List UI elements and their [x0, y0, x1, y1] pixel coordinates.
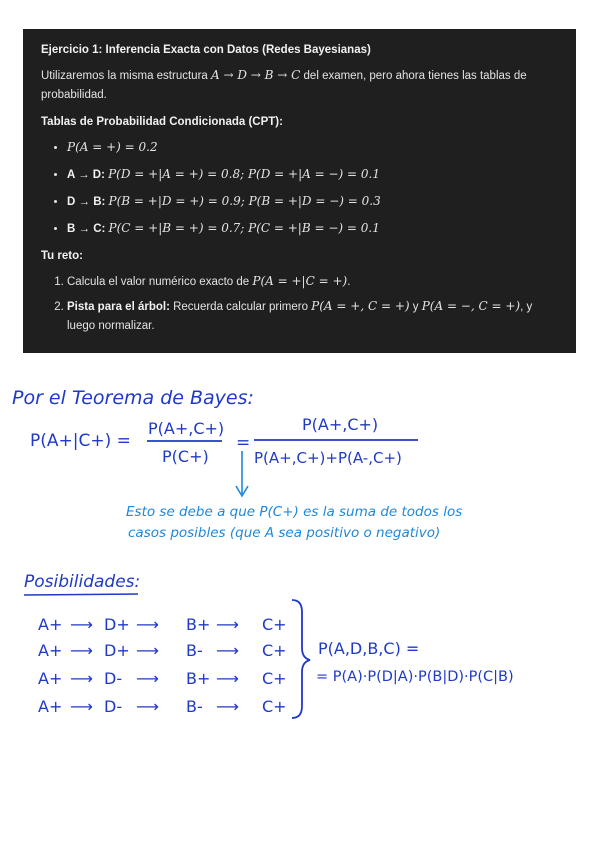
cpt-formula: P(C = +|B = +) = 0.7; P(C = +|B = −) = 0.1 — [108, 221, 380, 235]
path-node: A+ — [38, 641, 63, 660]
possibilities-underline — [24, 594, 138, 595]
path-node: A+ — [38, 615, 63, 634]
arrow-icon: ⟶ — [216, 615, 239, 634]
step2-formula-1: P(A = +, C = +) — [311, 299, 410, 313]
arrow-icon: ⟶ — [136, 697, 159, 716]
cpt-label: B → C: — [67, 223, 106, 235]
remark-line-1: Esto se debe a que P(C+) es la suma de todos los — [126, 504, 463, 520]
remark-line-2: casos posibles (que A sea positivo o negativo) — [128, 525, 441, 541]
cpt-formula: P(B = +|D = +) = 0.9; P(B = +|D = −) = 0.3 — [108, 194, 381, 208]
arrow-icon: ⟶ — [70, 697, 93, 716]
arrow-icon: ⟶ — [136, 615, 159, 634]
joint-line-2: = P(A)·P(D|A)·P(B|D)·P(C|B) — [316, 669, 514, 685]
path-node: B- — [186, 697, 203, 716]
arrow-icon: ⟶ — [70, 641, 93, 660]
arrow-icon: ⟶ — [216, 641, 239, 660]
path-node: B+ — [186, 669, 211, 688]
path-node: C+ — [262, 641, 287, 660]
path-node: C+ — [262, 697, 287, 716]
step2-formula-2: P(A = −, C = +) — [421, 299, 521, 313]
path-node: D- — [104, 697, 123, 716]
path-row — [38, 641, 287, 660]
path-node: B- — [186, 641, 203, 660]
intro-structure: A → D → B → C — [210, 68, 301, 82]
bayes-lhs: P(A+|C+) = — [30, 431, 131, 451]
cpt-formula: P(A = +) = 0.2 — [67, 140, 158, 154]
arrow-icon: ⟶ — [70, 669, 93, 688]
exercise-title: Ejercicio 1: Inferencia Exacta con Datos (Redes Bayesianas) — [41, 44, 371, 56]
path-node: C+ — [262, 615, 287, 634]
intro-text-b: del examen, pero ahora tienes las tablas de probabilidad. — [41, 70, 527, 101]
equals-sign: = — [236, 433, 251, 453]
arrow-icon: ⟶ — [216, 669, 239, 688]
path-row — [38, 669, 287, 688]
path-node: D+ — [104, 641, 130, 660]
right-brace-icon — [292, 600, 310, 718]
arrow-icon: ⟶ — [136, 641, 159, 660]
arrow-icon: ⟶ — [136, 669, 159, 688]
challenge-title: Tu reto: — [41, 250, 83, 262]
intro-text-a: Utilizaremos la misma estructura — [41, 70, 211, 82]
arrow-icon: ⟶ — [216, 697, 239, 716]
fraction-2-denominator: P(A+,C+)+P(A-,C+) — [254, 449, 402, 467]
step1-text-b: . — [347, 276, 351, 288]
cpt-title: Tablas de Probabilidad Condicionada (CPT): — [41, 116, 283, 128]
path-node: C+ — [262, 669, 287, 688]
step2-text-b: y — [409, 301, 422, 313]
path-row — [38, 615, 287, 634]
path-row — [38, 697, 287, 716]
fraction-1-denominator: P(C+) — [162, 447, 209, 466]
cpt-formula: P(D = +|A = +) = 0.8; P(D = +|A = −) = 0.1 — [108, 167, 380, 181]
bayes-heading: Por el Teorema de Bayes: — [12, 387, 254, 409]
step1-formula: P(A = +|C = +) — [252, 274, 348, 288]
step1-text-a: Calcula el valor numérico exacto de — [67, 276, 253, 288]
step2-label: Pista para el árbol: — [67, 301, 170, 313]
fraction-1-numerator: P(A+,C+) — [148, 419, 225, 438]
path-node: D+ — [104, 615, 130, 634]
path-node: B+ — [186, 615, 211, 634]
step2-text-c: , y luego normalizar. — [67, 301, 533, 332]
path-node: A+ — [38, 669, 63, 688]
arrow-icon: ⟶ — [70, 615, 93, 634]
step2-text-a: Recuerda calcular primero — [169, 301, 312, 313]
cpt-label: A → D: — [67, 169, 105, 181]
possibilities-heading: Posibilidades: — [24, 572, 141, 592]
joint-line-1: P(A,D,B,C) = — [318, 639, 420, 658]
path-node: D- — [104, 669, 123, 688]
path-node: A+ — [38, 697, 63, 716]
cpt-label: D → B: — [67, 196, 106, 208]
fraction-2-numerator: P(A+,C+) — [302, 415, 379, 434]
